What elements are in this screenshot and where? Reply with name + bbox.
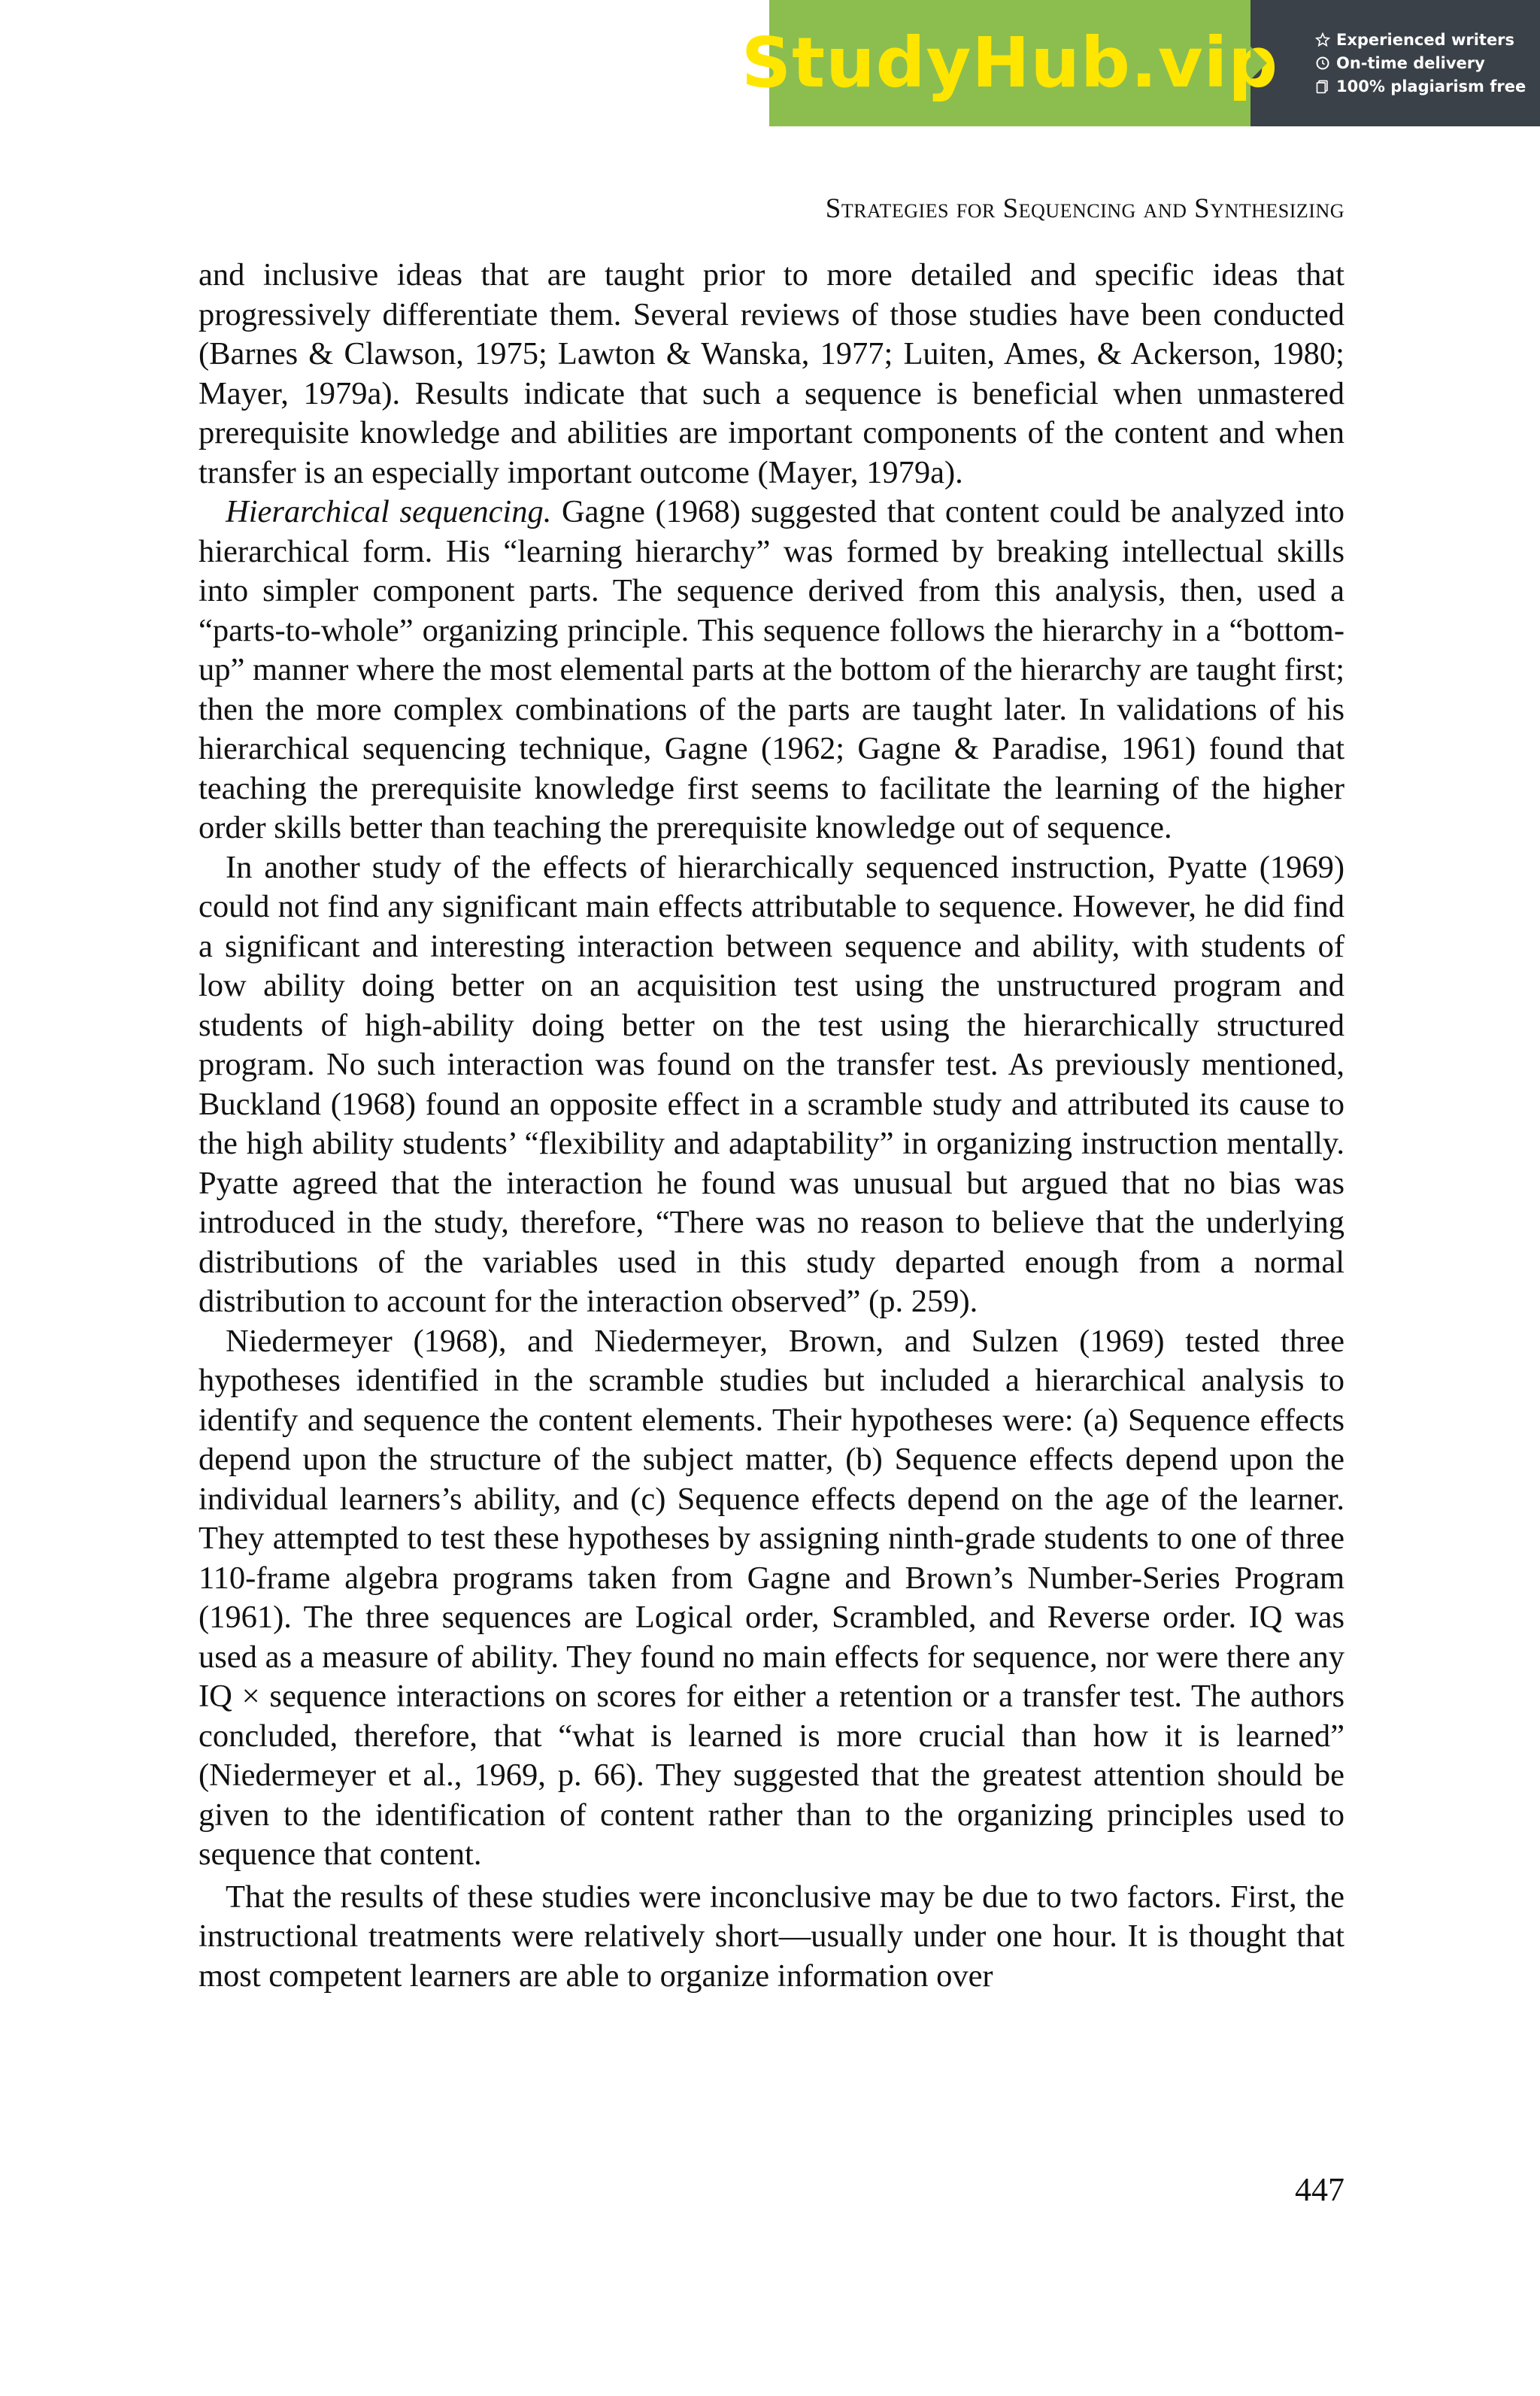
feature-text: Experienced writers [1336, 30, 1515, 49]
feature-item [1315, 32, 1540, 48]
section-runin-heading: Hierarchical sequencing. [226, 494, 552, 529]
paragraph-text: That the results of these studies were inconclusive may be due to two factors. First, the instructional treatments were relatively short—usually under one hour. It is thought that most competent learners are able to organize information over [199, 1879, 1344, 1994]
body-text [199, 256, 1344, 1996]
banner-features [1250, 0, 1540, 126]
paragraph [199, 1322, 1344, 1875]
page-number: 447 [1295, 2171, 1344, 2208]
paragraph-text: Niedermeyer (1968), and Niedermeyer, Brown, and Sulzen (1969) tested three hypotheses identified in the scramble studies but included a hierarchical analysis to identify and sequence the content elements. Their hypotheses were: (a) Sequence effects depend upon the structure of the subject matter, (b) Sequence effects depend upon the individual learners’s ability, and (c) Sequence effects depend on the age of the learner. They attempted to test these hypotheses by assigning ninth-grade students to one of three 110-frame algebra programs taken from Gagne and Brown’s Number-Series Program (1961). The three sequences are Logical order, Scrambled, and Reverse order. IQ was used as a measure of ability. They found no main effects for sequence, nor were there any IQ × sequence interactions on scores for either a retention or a transfer test. The authors concluded, therefore, that “what is learned is more crucial than how it is learned” (Niedermeyer et al., 1969, p. 66). They suggested that the greatest attention should be given to the identification of content rather than to the organizing principles used to sequence that content. [199, 1323, 1344, 1872]
paragraph [199, 848, 1344, 1322]
brand-logo: StudyHub.vip [741, 23, 1279, 103]
feature-text: On-time delivery [1336, 53, 1485, 72]
feature-text: 100% plagiarism free [1336, 77, 1526, 96]
paragraph [199, 1878, 1344, 1997]
banner-brand-panel [741, 0, 1279, 126]
paragraph [199, 493, 1344, 848]
feature-item [1315, 79, 1540, 95]
studyhub-banner[interactable] [741, 0, 1540, 126]
paragraph-text: In another study of the effects of hierarchically sequenced instruction, Pyatte (1969) could not find any significant main effects attributable to sequence. However, he did find a significant and interesting interaction between sequence and ability, with students of low ability doing better on an acquisition test using the unstructured program and students of high-ability doing better on the test using the hierarchically structured program. No such interaction was found on the transfer test. As previously mentioned, Buckland (1968) found an opposite effect in a scramble study and attributed its cause to the high ability students’ “flexibility and adaptability” in organizing instruction mentally. Pyatte agreed that the interaction he found was unusual but argued that no bias was introduced in the study, therefore, “There was no reason to believe that the underlying distributions of the variables used in this study departed enough from a normal distribution to account for the interaction observed” (p. 259). [199, 849, 1344, 1319]
paragraph [199, 256, 1344, 493]
feature-item [1315, 53, 1540, 72]
running-head: Strategies for Sequencing and Synthesizing [825, 193, 1344, 224]
paragraph-text: and inclusive ideas that are taught prior to more detailed and specific ideas that progressively differentiate them. Several reviews of those studies have been conducted (Barnes & Clawson, 1975; Lawton & Wanska, 1977; Luiten, Ames, & Ackerson, 1980; Mayer, 1979a). Results indicate that such a sequence is beneficial when unmastered prerequisite knowledge and abilities are important components of the content and when transfer is an especially important outcome (Mayer, 1979a). [199, 257, 1344, 490]
clock-icon [1315, 56, 1330, 71]
star-icon [1315, 32, 1330, 47]
document-icon [1315, 79, 1330, 94]
paragraph-text: Gagne (1968) suggested that content could be analyzed into hierarchical form. His “learning hierarchy” was formed by breaking intellectual skills into simpler component parts. The sequence derived from this analysis, then, used a “parts-to-whole” organizing principle. This sequence follows the hierarchy in a “bottom-up” manner where the most elemental parts at the bottom of the hierarchy are taught first; then the more complex combinations of the parts are taught later. In validations of his hierarchical sequencing technique, Gagne (1962; Gagne & Paradise, 1961) found that teaching the prerequisite knowledge first seems to facilitate the learning of the higher order skills better than teaching the prerequisite knowledge out of sequence. [199, 494, 1344, 845]
